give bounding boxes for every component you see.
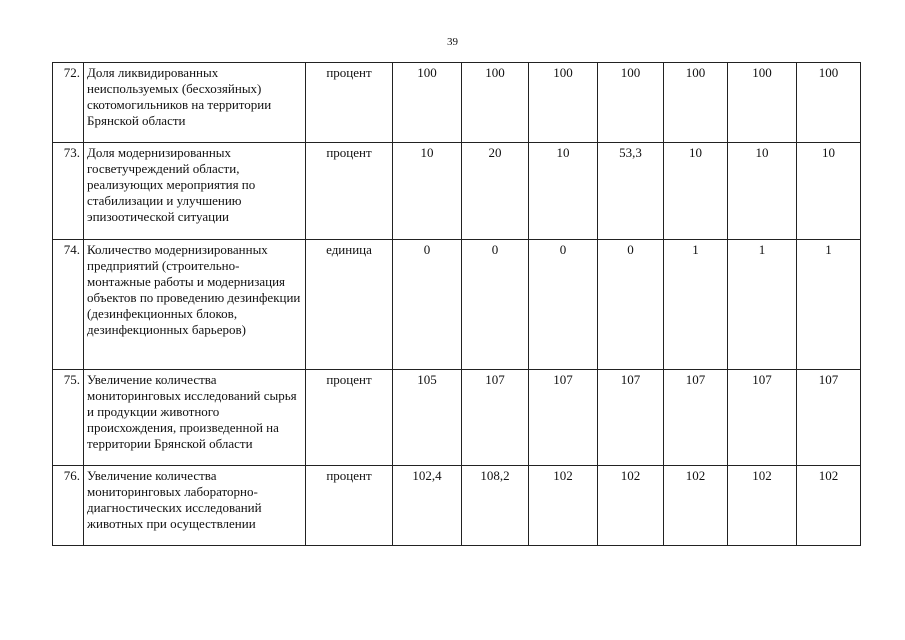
page-number: 39 (447, 36, 458, 48)
table-row (53, 143, 861, 240)
row-number: 73. (53, 143, 84, 240)
row-number: 72. (53, 63, 84, 143)
value-cell: 0 (393, 240, 462, 370)
value-cell: 10 (393, 143, 462, 240)
value-cell: 0 (598, 240, 664, 370)
value-cell: 100 (664, 63, 728, 143)
value-cell: 1 (797, 240, 861, 370)
value-cell: 0 (462, 240, 529, 370)
value-cell: 10 (728, 143, 797, 240)
value-cell: 100 (529, 63, 598, 143)
value-cell: 10 (529, 143, 598, 240)
table-row (53, 240, 861, 370)
value-cell: 108,2 (462, 466, 529, 546)
value-cell: 100 (797, 63, 861, 143)
value-cell: 0 (529, 240, 598, 370)
indicator-name: Доля модернизированных госветучреждений области, реализующих мероприятия по стабилизации и улучшению эпизоотической ситуации (84, 143, 306, 240)
value-cell: 102 (728, 466, 797, 546)
value-cell: 102 (664, 466, 728, 546)
value-cell: 20 (462, 143, 529, 240)
table-row (53, 466, 861, 546)
value-cell: 10 (664, 143, 728, 240)
table-body (53, 63, 861, 546)
value-cell: 107 (797, 370, 861, 466)
unit-cell: процент (306, 370, 393, 466)
indicator-name: Увеличение количества мониторинговых лабораторно-диагностических исследований животных при осуществлении (84, 466, 306, 546)
value-cell: 100 (393, 63, 462, 143)
indicators-table (52, 62, 861, 546)
value-cell: 1 (728, 240, 797, 370)
value-cell: 102 (598, 466, 664, 546)
value-cell: 102 (529, 466, 598, 546)
unit-cell: процент (306, 466, 393, 546)
unit-cell: единица (306, 240, 393, 370)
table-row (53, 63, 861, 143)
value-cell: 107 (462, 370, 529, 466)
value-cell: 107 (664, 370, 728, 466)
value-cell: 107 (529, 370, 598, 466)
indicator-name: Количество модернизированных предприятий (строительно-монтажные работы и модернизация объектов по проведению дезинфекции (дезинфекционных блоков, дезинфекционных барьеров) (84, 240, 306, 370)
value-cell: 1 (664, 240, 728, 370)
row-number: 74. (53, 240, 84, 370)
value-cell: 107 (598, 370, 664, 466)
value-cell: 53,3 (598, 143, 664, 240)
value-cell: 10 (797, 143, 861, 240)
row-number: 76. (53, 466, 84, 546)
value-cell: 100 (462, 63, 529, 143)
table-row (53, 370, 861, 466)
indicator-name: Увеличение количества мониторинговых исследований сырья и продукции животного происхождения, произведенной на территории Брянской области (84, 370, 306, 466)
value-cell: 107 (728, 370, 797, 466)
unit-cell: процент (306, 143, 393, 240)
unit-cell: процент (306, 63, 393, 143)
value-cell: 105 (393, 370, 462, 466)
value-cell: 100 (598, 63, 664, 143)
value-cell: 102,4 (393, 466, 462, 546)
value-cell: 100 (728, 63, 797, 143)
value-cell: 102 (797, 466, 861, 546)
row-number: 75. (53, 370, 84, 466)
indicator-name: Доля ликвидированных неиспользуемых (бесхозяйных) скотомогильников на территории Брянской области (84, 63, 306, 143)
